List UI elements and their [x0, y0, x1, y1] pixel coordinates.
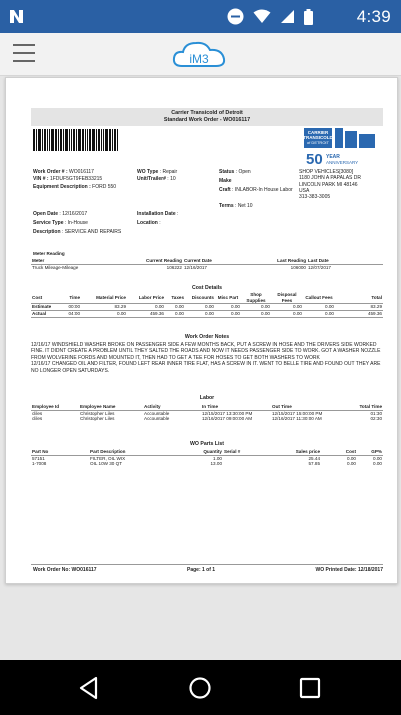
app-bar: [0, 33, 401, 76]
cost-details-title: Cost Details: [192, 285, 222, 291]
table-row: cliles Christopher Liles Accountable 12/16/2017 09:00:00 AM 12/16/2017 11:30:00 AM 02:30: [32, 416, 382, 422]
wifi-icon: [253, 9, 271, 24]
app-logo-text: iM3: [189, 52, 209, 66]
back-icon[interactable]: [76, 675, 102, 701]
status-bar: [0, 0, 401, 33]
location-field: Location :: [137, 220, 161, 226]
cost-details-table: [31, 292, 383, 318]
document-title: Standard Work Order - WO016117: [163, 116, 251, 123]
terms-field: Terms : Net 10: [219, 203, 253, 209]
status-icons: [227, 8, 313, 25]
brand-year-word: YEAR: [326, 154, 340, 160]
wo-parts-list-title: WO Parts List: [189, 441, 224, 447]
table-row: cliles Christopher Liles Accountable 12/15/2017 13:30:00 PM 12/15/2017 15:00:00 PM 01:30: [32, 410, 382, 416]
work-order-field: Work Order # : WO016117: [33, 169, 94, 175]
meter-reading-title: Meter Reading: [33, 251, 65, 256]
table-row: Estimate 00:00 83.29 0.00 0.00 0.00 0.00 0.00 0.00 0.00 83.29: [32, 304, 382, 310]
navigation-bar: [0, 660, 401, 715]
footer-work-order-no: Work Order No: WO016117: [33, 567, 97, 573]
customer-address: SHOP VEHICLES[3080] 1180 JOHN A PAPALAS DR LINCOLN PARK MI 48146 USA 313-383-3005: [299, 169, 361, 200]
table-header-row: Meter Current Reading Current Date Last Reading Last Date: [31, 258, 383, 264]
craft-field: Craft : INLABOR-In House Labor: [219, 187, 293, 193]
make-field: Make: [219, 178, 232, 184]
open-date-field: Open Date : 12/16/2017: [33, 211, 88, 217]
wo-type-field: WO Type : Repair: [137, 169, 178, 175]
notification-n-icon: [8, 8, 25, 25]
menu-icon[interactable]: [13, 44, 35, 62]
do-not-disturb-icon: [227, 8, 244, 25]
brand-line1: CARRIER: [307, 130, 329, 135]
work-order-page[interactable]: [5, 77, 398, 584]
brand-anniversary: ANNIVERSARY: [326, 160, 359, 165]
company-name: Carrier Transicold of Detroit: [171, 110, 243, 116]
description-field: Description : SERVICE AND REPAIRS: [33, 229, 122, 235]
table-row: Truck Mileage-Mileage 106222 12/16/2017 106000 12/07/2017: [32, 264, 331, 270]
table-header-row: Part No Part Description Quantity Serial # Sales price Cost GP%: [32, 449, 382, 454]
brand-line2: TRANSICOLD: [303, 135, 333, 140]
table-header-row: Cost Time Material Price Labor Price Taxes Discounts Misc Part Shop Supplies Disposal Fees Callout Fees Total: [32, 292, 382, 303]
unit-field: Unit/Trailer# : 10: [137, 176, 176, 182]
document-footer: [31, 564, 383, 573]
vin-field: VIN # : 1FDUF5GT9FEB33215: [33, 176, 103, 182]
barcode-image: [33, 129, 133, 151]
home-icon[interactable]: [187, 675, 213, 701]
clock: 4:39: [356, 7, 391, 26]
cell-signal-icon: [280, 9, 295, 24]
note-paragraph: 12/16/17 CHANGED OIL AND FILTER, FOUND LEFT REAR INNER TIRE FLAT, HAS A SCREW IN IT. WENT TO BELLE TIRE AND FOUND OUT THEY ARE NO LONGER OPEN SATURDAYS.: [31, 361, 381, 374]
carrier-transicold-logo: [302, 128, 382, 166]
note-paragraph: 12/16/17 WINDSHIELD WASHER BROKE ON PASSENGER SIDE A FEW MONTHS BACK, PUT A SCREW IN HOSE AND THE DRIVERS SIDE WORKED FINE. IT DIDNT CREATE A PROBLEM UNTIL THEY SALTED THE ROADS AND NOW IT NEEDS PASSENGER SIDE TO WORK. GOT A WASHER NOZZLE FROM WOLVERINE FORDS AND MOUNTED IT, THEN HAD TO GET A TEE FOR HOSES TO GET BOTH WASHERS TO WORK: [31, 342, 381, 361]
labor-table: [31, 404, 383, 422]
labor-title: Labor: [199, 395, 215, 401]
footer-printed-date: WO Printed Date: 12/18/2017: [315, 567, 383, 573]
table-row: 57151 FILTER, OIL WIX 1.00 25.44 0.00 0.00: [32, 455, 382, 461]
installation-date-field: Installation Date :: [137, 211, 179, 217]
app-logo: [170, 38, 228, 70]
recent-apps-icon[interactable]: [297, 675, 323, 701]
status-field: Status : Open: [219, 169, 251, 175]
table-row: Actual 04:00 0.00 459.36 0.00 0.00 0.00 0.00 0.00 0.00 459.36: [32, 311, 382, 317]
work-order-notes: [31, 342, 381, 374]
work-order-notes-title: Work Order Notes: [184, 334, 230, 340]
footer-page-number: Page: 1 of 1: [187, 567, 216, 573]
table-header-row: Employee Id Employee Name Activity In Time Out Time Total Time: [32, 404, 382, 409]
parts-table: [31, 449, 383, 467]
work-order-document: [31, 108, 383, 578]
equipment-field: Equipment Description : FORD 550: [33, 184, 117, 190]
document-title-band: [31, 108, 383, 126]
table-row: 1-7008 OIL 10W 30 QT 13.00 57.85 0.00 0.00: [32, 461, 382, 467]
service-type-field: Service Type : In-House: [33, 220, 88, 226]
meter-reading-table: [31, 258, 383, 270]
battery-icon: [304, 9, 313, 25]
brand-years: 50: [306, 151, 323, 166]
brand-line3: of DETROIT: [306, 140, 330, 145]
